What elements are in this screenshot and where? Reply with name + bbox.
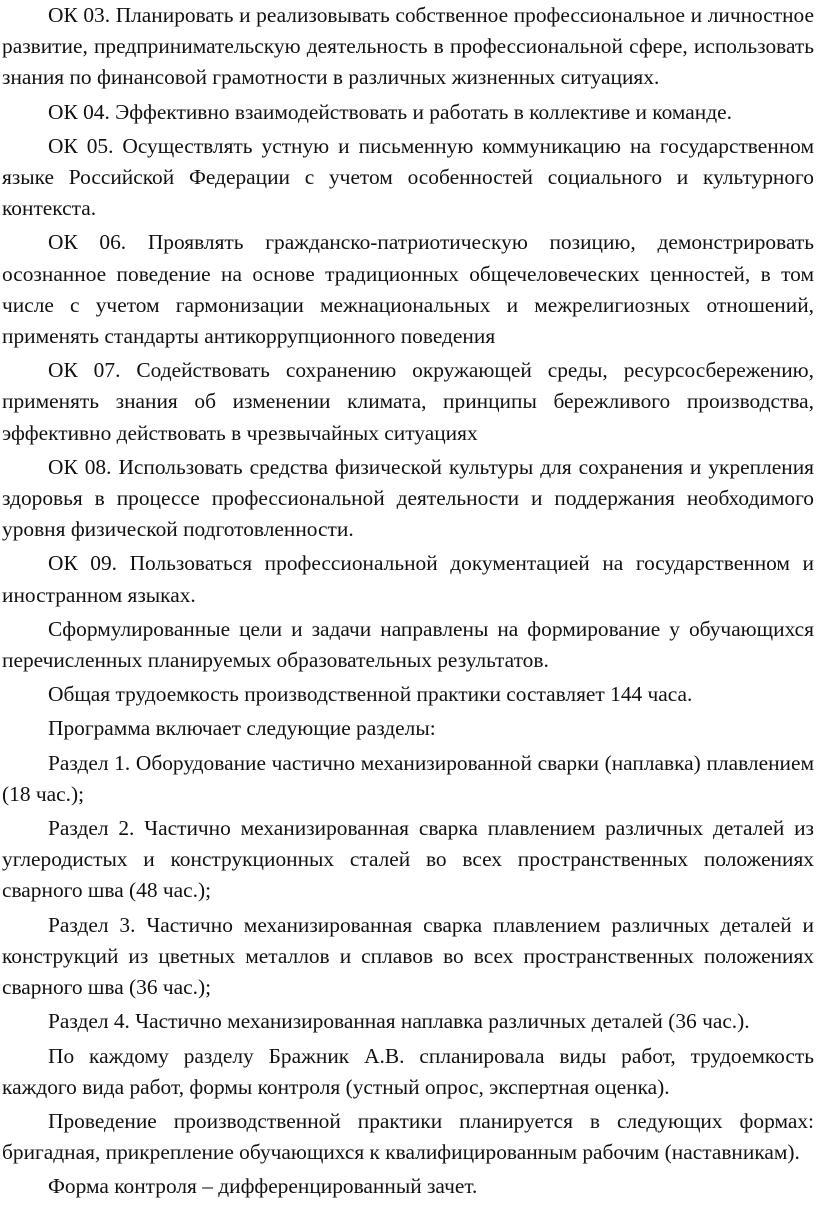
paragraph-ok-05: ОК 05. Осуществлять устную и письменную коммуникацию на государственном языке Российской Федерации с учетом особенностей социального и культурного контекста. (2, 133, 814, 221)
paragraph-ok-07: ОК 07. Содействовать сохранению окружающей среды, ресурсосбережению, применять знания об изменении климата, принципы бережливого производства, эффективно действовать в чрезвычайных ситуациях (2, 358, 814, 445)
paragraph-ok-08: ОК 08. Использовать средства физической культуры для сохранения и укрепления здоровья в процессе профессиональной деятельности и поддержания необходимого уровня физической подготовленности. (2, 454, 814, 542)
paragraph-planning: По каждому разделу Бражник А.В. спланировала виды работ, трудоемкость каждого вида работ, формы контроля (устный опрос, экспертная оценка). (2, 1043, 814, 1099)
paragraph-practice-forms: Проведение производственной практики планируется в следующих формах: бригадная, прикрепление обучающихся к квалифицированным рабочим (наставникам). (2, 1108, 814, 1165)
paragraph-ok-04: ОК 04. Эффективно взаимодействовать и работать в коллективе и команде. (48, 99, 732, 124)
paragraph-total-hours: Общая трудоемкость производственной практики составляет 144 часа. (48, 682, 693, 707)
paragraph-section-2: Раздел 2. Частично механизированная сварка плавлением различных деталей из углеродистых и конструкционных сталей во всех пространственных положениях сварного шва (48 час.); (2, 816, 814, 903)
paragraph-section-4: Раздел 4. Частично механизированная наплавка различных деталей (36 час.). (48, 1009, 750, 1034)
paragraph-control-form: Форма контроля – дифференцированный зачет. (48, 1174, 478, 1199)
paragraph-ok-09: ОК 09. Пользоваться профессиональной документацией на государственном и иностранном языках. (2, 551, 814, 607)
paragraph-sections-intro: Программа включает следующие разделы: (48, 716, 436, 741)
paragraph-goals: Сформулированные цели и задачи направлены на формирование у обучающихся перечисленных планируемых образовательных результатов. (2, 616, 814, 673)
paragraph-section-1: Раздел 1. Оборудование частично механизированной сварки (наплавка) плавлением (18 час.); (2, 750, 814, 806)
paragraph-ok-03: ОК 03. Планировать и реализовывать собственное профессиональное и личностное развитие, предпринимательскую деятельность в профессиональной сфере, использовать знания по финансовой грамотности в различных жизненных ситуациях. (2, 3, 814, 90)
paragraph-section-3: Раздел 3. Частично механизированная сварка плавлением различных деталей и конструкций из цветных металлов и сплавов во всех пространственных положениях сварного шва (36 час.); (2, 912, 814, 1000)
paragraph-ok-06: ОК 06. Проявлять гражданско-патриотическую позицию, демонстрировать осознанное поведение на основе традиционных общечеловеческих ценностей, в том числе с учетом гармонизации межнациональных и межрелигиозных отношений, применять стандарты антикоррупционного поведения (2, 230, 814, 349)
